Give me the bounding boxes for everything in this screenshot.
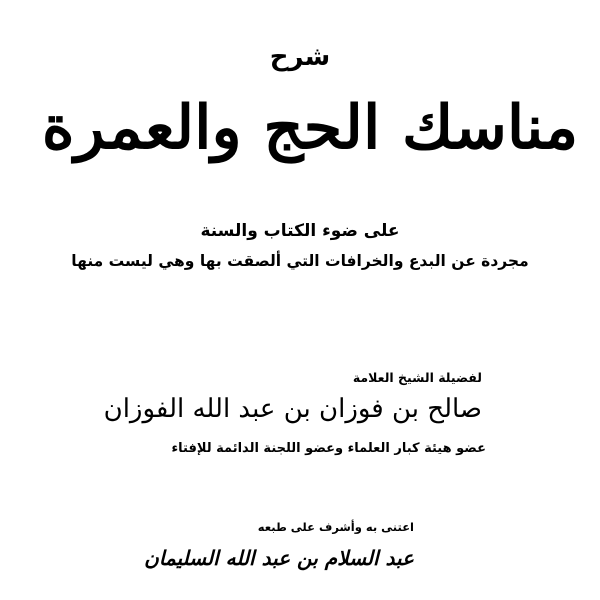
author-intro: لفضيلة الشيخ العلامة: [352, 370, 482, 385]
author-name: صالح بن فوزان بن عبد الله الفوزان: [103, 394, 482, 424]
book-title: مناسك الحج والعمرة: [41, 93, 579, 163]
editor-name: عبد السلام بن عبد الله السليمان: [144, 546, 414, 570]
author-role: عضو هيئة كبار العلماء وعضو اللجنة الدائمة للإفتاء: [171, 441, 486, 456]
book-subtitle: على ضوء الكتاب والسنة: [200, 221, 400, 241]
book-description: مجردة عن البدع والخرافات التي ألصقت بها وهي ليست منها: [71, 252, 529, 270]
editor-intro: اعتنى به وأشرف على طبعه: [257, 520, 414, 534]
title-prefix: شرح: [269, 42, 331, 72]
